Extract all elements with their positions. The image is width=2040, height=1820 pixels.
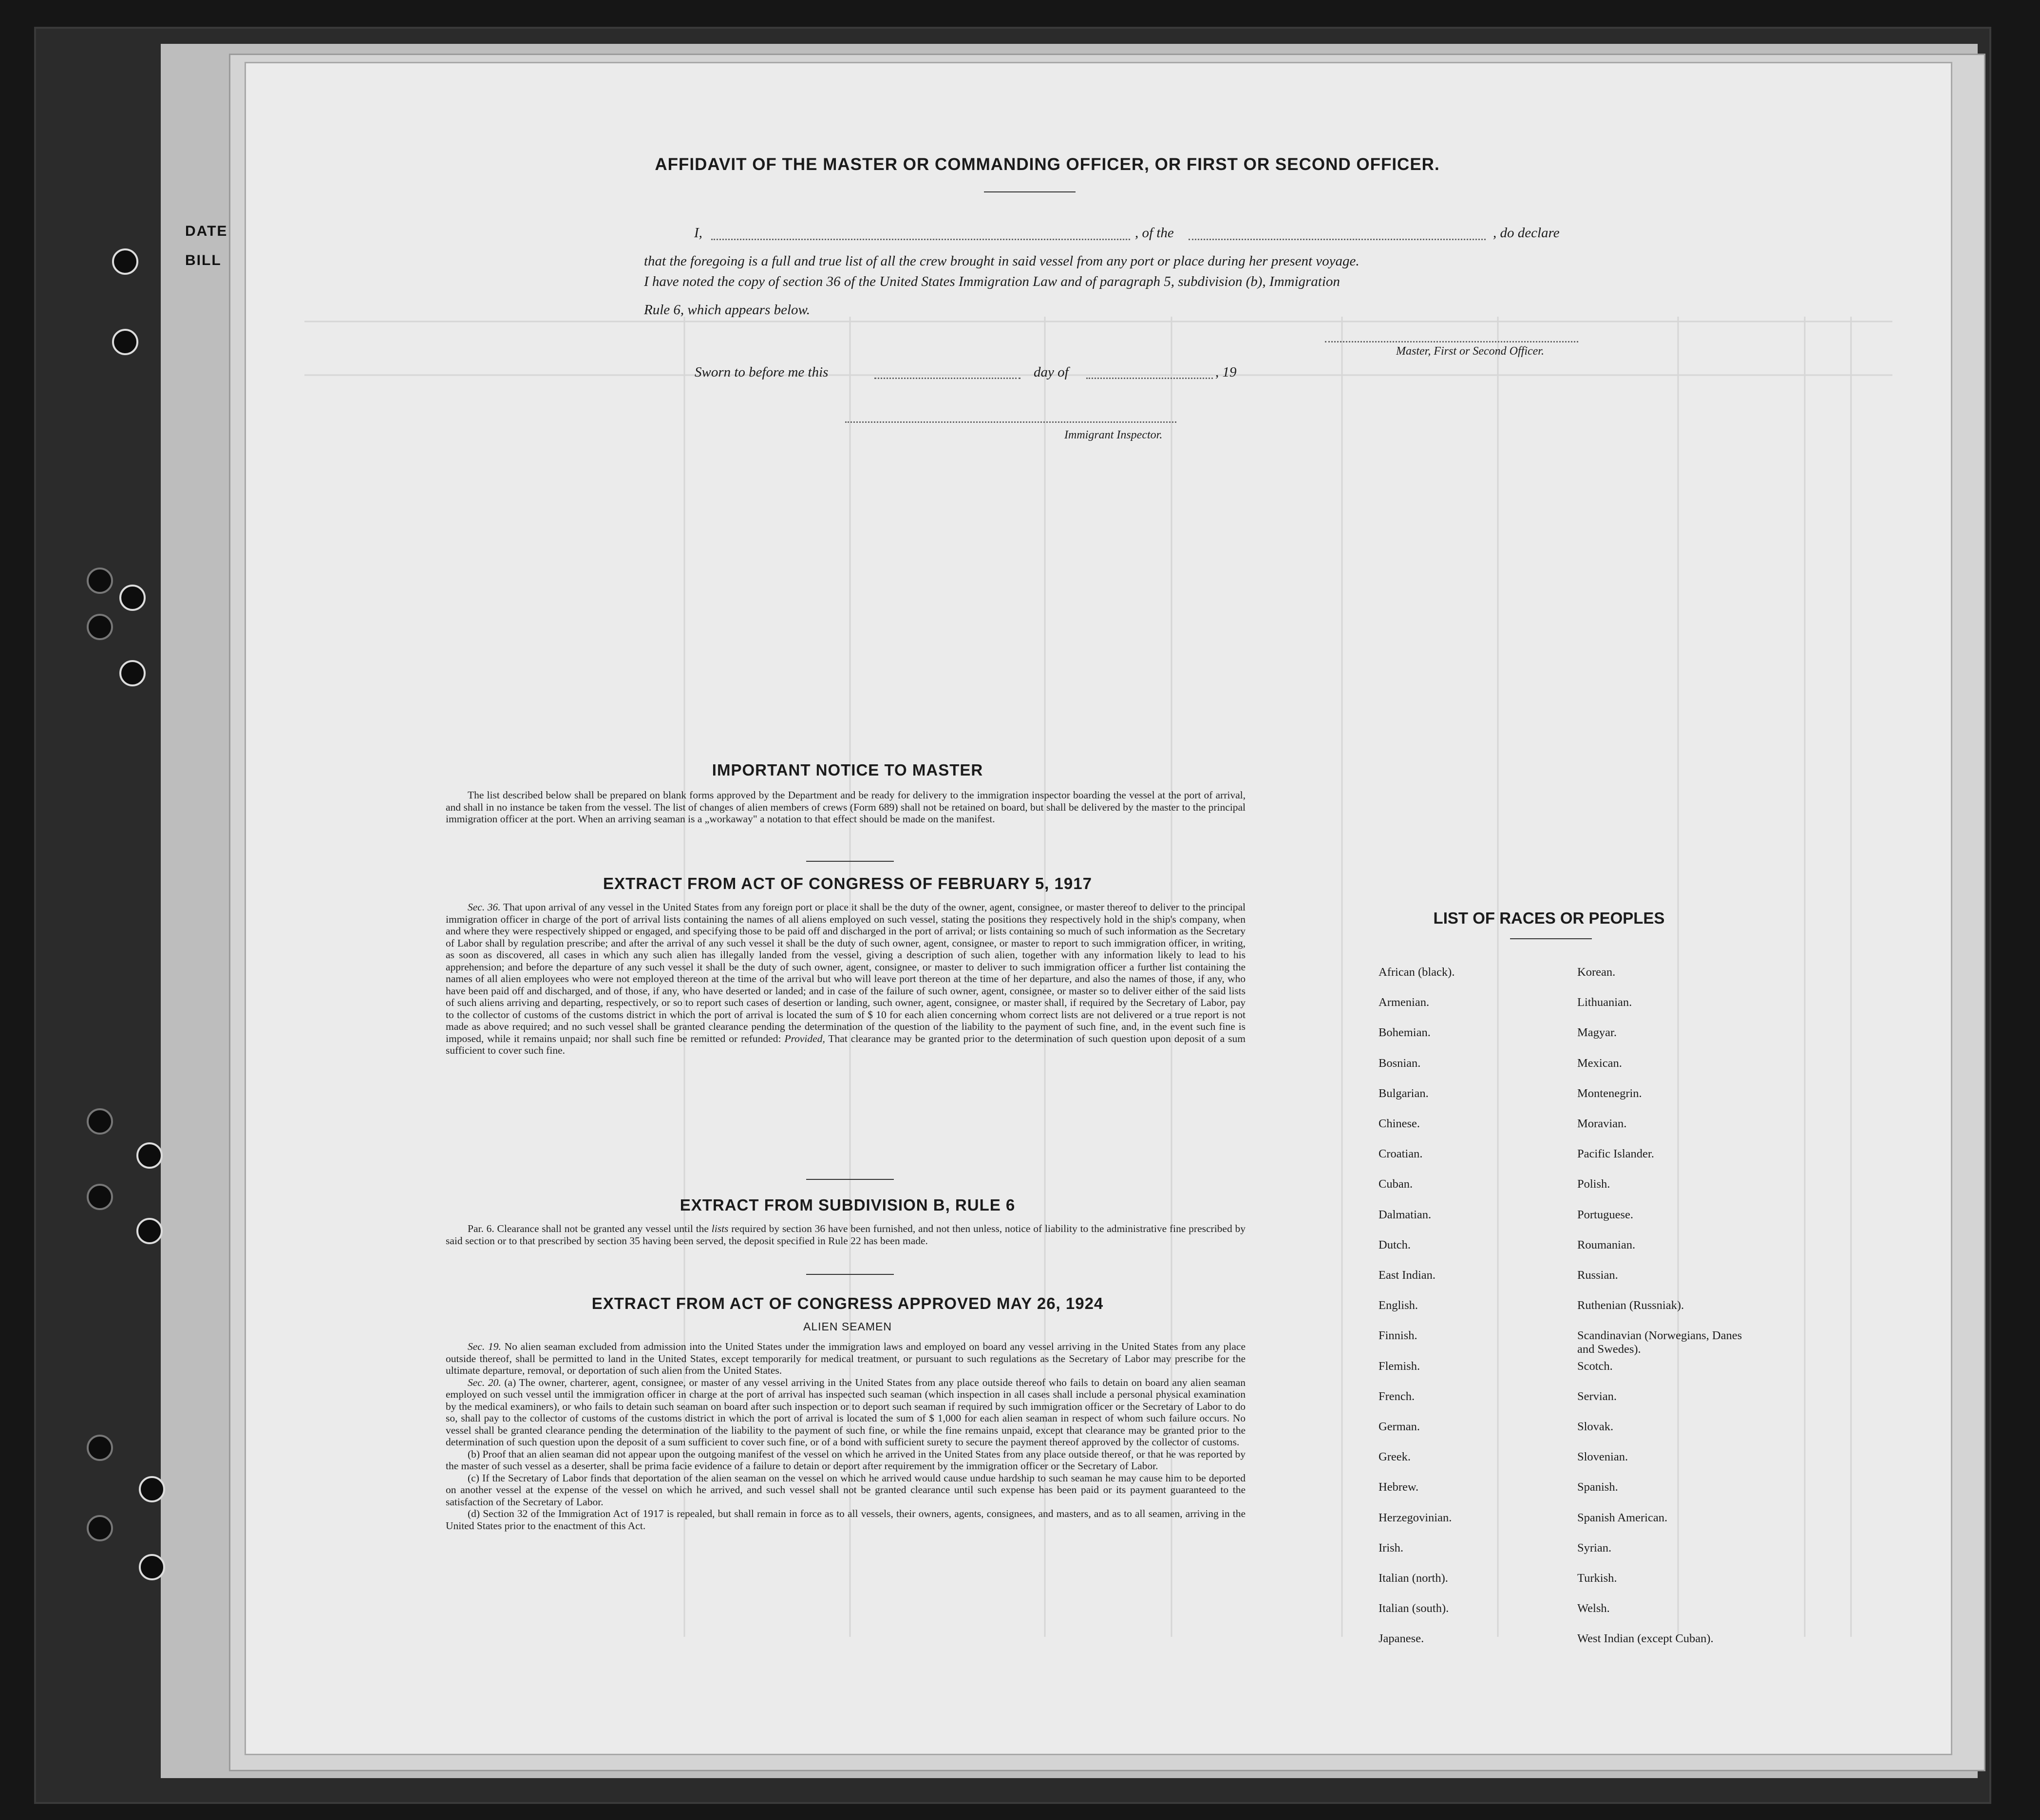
- sec-20b-text: (b) Proof that an alien seaman did not appear upon the outgoing manifest of the vessel on which he arrived in the United States from any place outside thereof, or that he was reported by the master of such vessel as a deserter, shall be prima facie evidence of a failure to detain or deport after requirement by the immigration officer or the Secretary of Labor.: [446, 1448, 1246, 1472]
- binder-hole: [112, 329, 138, 355]
- left-race-item: Japanese.: [1379, 1632, 1424, 1645]
- affidavit-line1-i: I,: [694, 225, 702, 241]
- right-race-item: Slovenian.: [1577, 1450, 1628, 1463]
- left-race-item: Croatian.: [1379, 1147, 1423, 1160]
- right-race-item: Pacific Islander.: [1577, 1147, 1654, 1160]
- sworn-day-of: day of: [1034, 364, 1069, 380]
- right-race-item: Scandinavian (Norwegians, Danes and Swedes).: [1577, 1329, 1742, 1356]
- right-race-item: Ruthenian (Russniak).: [1577, 1299, 1684, 1312]
- right-race-item: Spanish American.: [1577, 1511, 1668, 1524]
- affidavit-line4: Rule 6, which appears below.: [644, 302, 810, 318]
- sworn-year: , 19: [1215, 364, 1237, 380]
- races-title: LIST OF RACES OR PEOPLES: [1433, 909, 1665, 927]
- left-race-item: Italian (north).: [1379, 1572, 1448, 1585]
- right-race-item: Korean.: [1577, 966, 1616, 979]
- rule6-text-before: Par. 6. Clearance shall not be granted any vessel until the: [468, 1223, 709, 1234]
- extract-rule6-text: [446, 1223, 1246, 1247]
- master-signature-field[interactable]: [1325, 341, 1578, 342]
- rule6-text-after: required by section 36 have been furnished, and not then unless, notice of liability to the administrative fine prescribed by said section or to that prescribed by section 35 having been served, the deposit specified in Rule 22 has been made.: [446, 1223, 1246, 1247]
- right-race-item: Mexican.: [1577, 1057, 1622, 1070]
- left-race-item: East Indian.: [1379, 1269, 1436, 1282]
- right-race-item: Slovak.: [1577, 1420, 1614, 1433]
- extract-1924-text: [446, 1341, 1246, 1532]
- right-race-item: Moravian.: [1577, 1117, 1627, 1130]
- inspector-label: Immigrant Inspector.: [1064, 429, 1163, 441]
- vessel-name-field[interactable]: [1189, 239, 1486, 240]
- affidavit-line3: I have noted the copy of section 36 of the United States Immigration Law and of paragraph 5, subdivision (b), Immigration: [644, 274, 1340, 289]
- notice-paragraph: The list described below shall be prepared on blank forms approved by the Department and be ready for delivery to the immigration inspector boarding the vessel at the port of arrival, and shall in no instance be taken from the vessel. The list of changes of alien members of crews (Form 689) shall not be retained on board, but shall be delivered by the master to the principal immigration officer at the port. When an arriving seaman is a „workaway" a notation to that effect should be made on the manifest.: [446, 789, 1246, 825]
- binder-hole: [119, 660, 146, 686]
- sworn-prefix: Sworn to before me this: [695, 364, 829, 380]
- binder-hole: [87, 1435, 113, 1461]
- left-race-item: Armenian.: [1379, 996, 1430, 1009]
- right-race-item: Lithuanian.: [1577, 996, 1632, 1009]
- affidavit-title: AFFIDAVIT OF THE MASTER OR COMMANDING OFFICER, OR FIRST OR SECOND OFFICER.: [655, 155, 1440, 174]
- binder-hole: [87, 568, 113, 594]
- proviso-label: Provided,: [784, 1032, 825, 1044]
- left-race-item: Dutch.: [1379, 1238, 1411, 1251]
- left-race-item: Italian (south).: [1379, 1602, 1449, 1615]
- left-race-item: Finnish.: [1379, 1329, 1417, 1342]
- right-race-item: Montenegrin.: [1577, 1087, 1642, 1100]
- right-race-item: Magyar.: [1577, 1026, 1617, 1039]
- left-race-item: French.: [1379, 1390, 1415, 1403]
- left-race-item: Greek.: [1379, 1450, 1411, 1463]
- binder-hole: [87, 1515, 113, 1541]
- binder-hole: [139, 1554, 165, 1580]
- extract-1924-title: EXTRACT FROM ACT OF CONGRESS APPROVED MAY 26, 1924: [591, 1294, 1104, 1312]
- left-race-item: Bohemian.: [1379, 1026, 1431, 1039]
- right-race-item: Portuguese.: [1577, 1208, 1633, 1221]
- sec-20-label: Sec. 20.: [468, 1376, 501, 1388]
- extract-1917-text: [446, 901, 1246, 1057]
- binder-hole: [87, 1108, 113, 1135]
- sec-20d-text: (d) Section 32 of the Immigration Act of 1917 is repealed, but shall remain in force as to all vessels, their owners, agents, consignees, and masters, and as to all seamen, arriving in the United States prior to the enactment of this Act.: [446, 1508, 1246, 1532]
- binder-hole: [119, 585, 146, 611]
- left-race-item: Hebrew.: [1379, 1480, 1419, 1494]
- extract-1924-subtitle: ALIEN SEAMEN: [803, 1320, 892, 1333]
- affidavit-line1-of-the: , of the: [1135, 225, 1174, 241]
- sec-36-text: That upon arrival of any vessel in the United States from any foreign port or place it shall be the duty of the owner, agent, consignee, or master thereof to deliver to the principal immigration officer in charge of the port of arrival lists containing the names of all aliens employed on such vessel, stating the positions they respectively hold in the ship's company, when and where they were respectively shipped or engaged, and specifying those to be paid off and discharged in the port of arrival; or lists containing so much of such information as the Secretary of Labor shall by regulation prescribe; and after the arrival of any such vessel it shall be the duty of such owner, agent, consignee, or master to report to such immigration officer, in writing, as soon as discovered, all cases in which any such alien has illegally landed from the vessel, giving a description of such alien, together with any information likely to lead to his apprehension; and before the departure of any such vessel it shall be the duty of such owner, agent, consignee, or master to deliver to such immigration officer a further list containing the names of all alien employees who were not employed thereon at the time of the arrival but who will leave port thereon at the time of her departure, and also the names of those, if any, who have been paid off and discharged, and of those, if any, who have deserted or landed; and in case of the failure of such owner, agent, consignee, or master so to deliver either of the said lists of such aliens arriving and departing, respectively, or so to report such cases of desertion or landing, such owner, agent, consignee, or master shall, if required by the Secretary of Labor, pay to the collector of customs of the customs district in which the port of arrival is located the sum of $ 10 for each alien concerning whom correct lists are not delivered or a true report is not made as above required; and no such vessel shall be granted clearance pending the determination of the question of the liability to the payment of such fine, and, in the event such fine is imposed, while it remains unpaid; nor shall such fine be remitted or refunded:: [446, 901, 1246, 1044]
- right-race-item: Russian.: [1577, 1269, 1618, 1282]
- left-race-item: African (black).: [1379, 966, 1455, 979]
- left-race-item: Bosnian.: [1379, 1057, 1421, 1070]
- section-rule: [806, 861, 894, 862]
- binder-hole: [87, 1184, 113, 1210]
- section-rule: [806, 1274, 894, 1275]
- right-race-item: Roumanian.: [1577, 1238, 1636, 1251]
- right-race-item: West Indian (except Cuban).: [1577, 1632, 1714, 1645]
- affidavit-line2: that the foregoing is a full and true list of all the crew brought in said vessel from any port or place during her present voyage.: [644, 253, 1360, 269]
- left-race-item: Flemish.: [1379, 1360, 1420, 1373]
- left-race-item: Chinese.: [1379, 1117, 1420, 1130]
- left-race-item: English.: [1379, 1299, 1418, 1312]
- sec-20c-text: (c) If the Secretary of Labor finds that deportation of the alien seaman on the vessel on which he arrived would cause undue hardship to such seaman he may cause him to be deported on another vessel at the expense of the vessel on which he arrived, and such vessel shall not be granted clearance until such expense has been paid or its payment guaranteed to the satisfaction of the Secretary of Labor.: [446, 1472, 1246, 1508]
- rule6-text-italic: lists: [711, 1223, 729, 1234]
- left-race-item: Herzegovinian.: [1379, 1511, 1452, 1524]
- sec-19-text: No alien seaman excluded from admission into the United States under the immigration laws and employed on board any vessel arriving in the United States from any place outside thereof, shall be permitted to land in the United States, except temporarily for medical treatment, or pursuant to such regulations as the Secretary of Labor may prescribe for the ultimate departure, removal, or deportation of such alien from the United States.: [446, 1341, 1246, 1376]
- sec-36-label: Sec. 36.: [468, 901, 501, 913]
- sworn-day-field[interactable]: [874, 378, 1020, 379]
- left-race-item: Bulgarian.: [1379, 1087, 1429, 1100]
- right-race-item: Scotch.: [1577, 1360, 1613, 1373]
- left-race-item: Irish.: [1379, 1541, 1404, 1555]
- left-race-item: German.: [1379, 1420, 1420, 1433]
- sworn-month-field[interactable]: [1086, 378, 1213, 379]
- edge-label-bill: BILL: [185, 252, 222, 268]
- races-rule: [1510, 938, 1592, 939]
- extract-1917-title: EXTRACT FROM ACT OF CONGRESS OF FEBRUARY 5, 1917: [603, 874, 1092, 892]
- left-race-item: Cuban.: [1379, 1177, 1413, 1191]
- section-rule: [806, 1179, 894, 1180]
- binder-hole: [87, 614, 113, 640]
- right-race-item: Spanish.: [1577, 1480, 1618, 1494]
- right-race-item: Turkish.: [1577, 1572, 1617, 1585]
- right-race-item: Polish.: [1577, 1177, 1610, 1191]
- sec-19-label: Sec. 19.: [468, 1341, 501, 1352]
- notice-text: [446, 789, 1246, 825]
- affidavit-line1-declare: , do declare: [1493, 225, 1560, 241]
- master-name-field[interactable]: [711, 239, 1130, 240]
- right-race-item: Welsh.: [1577, 1602, 1610, 1615]
- edge-label-date: DATE: [185, 223, 228, 239]
- right-race-item: Syrian.: [1577, 1541, 1612, 1555]
- title-rule: [984, 191, 1076, 192]
- binder-hole: [136, 1142, 163, 1169]
- notice-title: IMPORTANT NOTICE TO MASTER: [712, 761, 983, 779]
- binder-hole: [136, 1218, 163, 1244]
- binder-hole: [139, 1476, 165, 1502]
- proviso-text: That clearance may be granted prior to the determination of such question upon deposit of a sum sufficient to cover such fine.: [446, 1032, 1246, 1056]
- master-signature-label: Master, First or Second Officer.: [1396, 345, 1544, 358]
- sec-20a-text: (a) The owner, charterer, agent, consignee, or master of any vessel arriving in the United States from any place outside thereof who fails to detain on board any alien seaman employed on such vessel until the immigration officer in charge at the port of arrival has inspected such seaman (which inspection in all cases shall include a personal physical examination by the medical examiners), or who fails to detain such seaman on board after such inspection or to deport such seaman if required by such immigration officer or the Secretary of Labor to do so, shall pay to the collector of customs of the customs district in which the port of arrival is located the sum of $ 1,000 for each alien seaman in respect of whom such failure occurs. No vessel shall be granted clearance pending the determination of the liability to the payment of such fine, or while the fine remains unpaid, except that clearance may be granted prior to the determination of such question upon the deposit of a sum sufficient to cover such fine, or of a bond with sufficient surety to secure the payment thereof approved by the collector of customs.: [446, 1376, 1246, 1448]
- inspector-signature-field[interactable]: [845, 421, 1176, 423]
- binder-hole: [112, 248, 138, 275]
- extract-rule6-title: EXTRACT FROM SUBDIVISION B, RULE 6: [680, 1196, 1016, 1214]
- left-race-item: Dalmatian.: [1379, 1208, 1432, 1221]
- right-race-item: Servian.: [1577, 1390, 1617, 1403]
